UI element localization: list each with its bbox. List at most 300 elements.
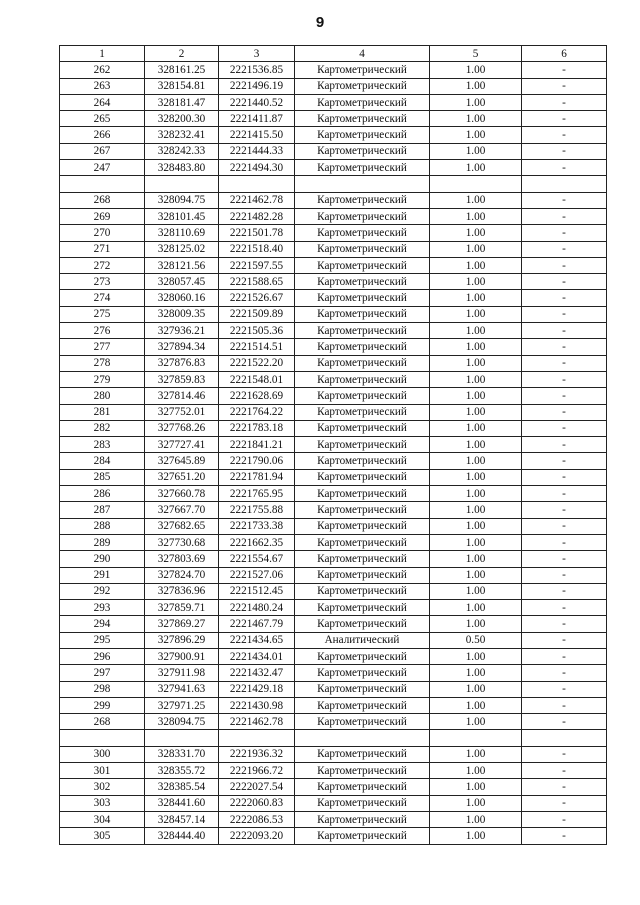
column-header: 4 [295, 46, 430, 62]
x-coordinate-cell: 327941.63 [145, 681, 219, 697]
x-coordinate-cell: 327971.25 [145, 697, 219, 713]
method-cell: Картометрический [295, 665, 430, 681]
description-cell: - [522, 616, 607, 632]
description-cell: - [522, 453, 607, 469]
point-number-cell: 299 [60, 697, 145, 713]
y-coordinate-cell: 2221527.06 [219, 567, 295, 583]
x-coordinate-cell: 328060.16 [145, 290, 219, 306]
method-cell: Картометрический [295, 241, 430, 257]
description-cell: - [522, 811, 607, 827]
method-cell: Картометрический [295, 355, 430, 371]
method-cell: Картометрический [295, 437, 430, 453]
table-row [60, 697, 607, 713]
accuracy-cell: 1.00 [430, 339, 522, 355]
x-coordinate-cell: 328483.80 [145, 160, 219, 176]
x-coordinate-cell [145, 176, 219, 192]
method-cell: Картометрический [295, 208, 430, 224]
accuracy-cell: 1.00 [430, 779, 522, 795]
x-coordinate-cell: 328385.54 [145, 779, 219, 795]
column-header: 5 [430, 46, 522, 62]
table-row [60, 746, 607, 762]
table-row [60, 78, 607, 94]
column-header: 3 [219, 46, 295, 62]
x-coordinate-cell: 328057.45 [145, 274, 219, 290]
x-coordinate-cell: 327667.70 [145, 502, 219, 518]
point-number-cell: 285 [60, 469, 145, 485]
table-row [60, 323, 607, 339]
accuracy-cell: 1.00 [430, 502, 522, 518]
description-cell: - [522, 486, 607, 502]
method-cell: Картометрический [295, 518, 430, 534]
y-coordinate-cell: 2221509.89 [219, 306, 295, 322]
accuracy-cell: 1.00 [430, 714, 522, 730]
method-cell: Картометрический [295, 274, 430, 290]
table-row [60, 274, 607, 290]
description-cell: - [522, 290, 607, 306]
point-number-cell: 295 [60, 632, 145, 648]
accuracy-cell: 1.00 [430, 94, 522, 110]
point-number-cell: 268 [60, 714, 145, 730]
y-coordinate-cell: 2221462.78 [219, 714, 295, 730]
y-coordinate-cell [219, 176, 295, 192]
column-header: 6 [522, 46, 607, 62]
description-cell: - [522, 127, 607, 143]
description-cell: - [522, 323, 607, 339]
accuracy-cell: 1.00 [430, 274, 522, 290]
point-number-cell: 288 [60, 518, 145, 534]
description-cell: - [522, 469, 607, 485]
description-cell: - [522, 551, 607, 567]
method-cell: Картометрический [295, 388, 430, 404]
description-cell: - [522, 502, 607, 518]
y-coordinate-cell: 2221415.50 [219, 127, 295, 143]
point-number-cell: 269 [60, 208, 145, 224]
x-coordinate-cell: 328331.70 [145, 746, 219, 762]
method-cell: Картометрический [295, 697, 430, 713]
accuracy-cell: 1.00 [430, 681, 522, 697]
table-row [60, 828, 607, 844]
method-cell: Картометрический [295, 127, 430, 143]
x-coordinate-cell: 327730.68 [145, 534, 219, 550]
x-coordinate-cell: 328457.14 [145, 811, 219, 827]
method-cell: Картометрический [295, 111, 430, 127]
y-coordinate-cell: 2222027.54 [219, 779, 295, 795]
method-cell: Картометрический [295, 94, 430, 110]
y-coordinate-cell: 2221588.65 [219, 274, 295, 290]
y-coordinate-cell: 2221536.85 [219, 62, 295, 78]
point-number-cell: 284 [60, 453, 145, 469]
y-coordinate-cell: 2222060.83 [219, 795, 295, 811]
point-number-cell: 247 [60, 160, 145, 176]
table-row [60, 763, 607, 779]
accuracy-cell: 1.00 [430, 616, 522, 632]
description-cell: - [522, 828, 607, 844]
accuracy-cell: 1.00 [430, 828, 522, 844]
x-coordinate-cell: 328094.75 [145, 192, 219, 208]
y-coordinate-cell: 2221482.28 [219, 208, 295, 224]
header-row [60, 46, 607, 62]
method-cell: Картометрический [295, 323, 430, 339]
point-number-cell: 283 [60, 437, 145, 453]
x-coordinate-cell [145, 730, 219, 746]
description-cell: - [522, 371, 607, 387]
method-cell: Картометрический [295, 160, 430, 176]
point-number-cell: 277 [60, 339, 145, 355]
point-number-cell: 264 [60, 94, 145, 110]
x-coordinate-cell: 327894.34 [145, 339, 219, 355]
description-cell: - [522, 648, 607, 664]
x-coordinate-cell: 327869.27 [145, 616, 219, 632]
accuracy-cell: 1.00 [430, 420, 522, 436]
table-row [60, 518, 607, 534]
table-row [60, 665, 607, 681]
method-cell: Картометрический [295, 78, 430, 94]
table-row [60, 192, 607, 208]
x-coordinate-cell: 327727.41 [145, 437, 219, 453]
table-row [60, 371, 607, 387]
method-cell: Картометрический [295, 404, 430, 420]
y-coordinate-cell: 2221628.69 [219, 388, 295, 404]
point-number-cell: 265 [60, 111, 145, 127]
method-cell: Картометрический [295, 469, 430, 485]
description-cell: - [522, 143, 607, 159]
table-row [60, 453, 607, 469]
x-coordinate-cell: 327876.83 [145, 355, 219, 371]
x-coordinate-cell: 327859.83 [145, 371, 219, 387]
accuracy-cell: 1.00 [430, 600, 522, 616]
table-row [60, 714, 607, 730]
table-row [60, 143, 607, 159]
table-row [60, 567, 607, 583]
coordinates-table [59, 45, 607, 845]
point-number-cell: 274 [60, 290, 145, 306]
table-row [60, 127, 607, 143]
point-number-cell: 301 [60, 763, 145, 779]
accuracy-cell: 1.00 [430, 811, 522, 827]
point-number-cell: 267 [60, 143, 145, 159]
point-number-cell: 294 [60, 616, 145, 632]
x-coordinate-cell: 327859.71 [145, 600, 219, 616]
table-row [60, 486, 607, 502]
y-coordinate-cell: 2221548.01 [219, 371, 295, 387]
accuracy-cell: 1.00 [430, 567, 522, 583]
method-cell: Картометрический [295, 290, 430, 306]
point-number-cell: 296 [60, 648, 145, 664]
y-coordinate-cell: 2221936.32 [219, 746, 295, 762]
point-number-cell: 282 [60, 420, 145, 436]
y-coordinate-cell: 2221597.55 [219, 257, 295, 273]
y-coordinate-cell: 2221430.98 [219, 697, 295, 713]
description-cell: - [522, 779, 607, 795]
table-row [60, 208, 607, 224]
accuracy-cell: 1.00 [430, 127, 522, 143]
point-number-cell: 298 [60, 681, 145, 697]
point-number-cell: 262 [60, 62, 145, 78]
y-coordinate-cell: 2221781.94 [219, 469, 295, 485]
table-row [60, 160, 607, 176]
x-coordinate-cell: 327651.20 [145, 469, 219, 485]
y-coordinate-cell: 2221790.06 [219, 453, 295, 469]
table-row [60, 94, 607, 110]
accuracy-cell [430, 730, 522, 746]
method-cell: Картометрический [295, 681, 430, 697]
method-cell: Картометрический [295, 828, 430, 844]
x-coordinate-cell: 328232.41 [145, 127, 219, 143]
x-coordinate-cell: 328101.45 [145, 208, 219, 224]
x-coordinate-cell: 327911.98 [145, 665, 219, 681]
description-cell: - [522, 94, 607, 110]
point-number-cell: 293 [60, 600, 145, 616]
method-cell: Картометрический [295, 192, 430, 208]
description-cell: - [522, 534, 607, 550]
x-coordinate-cell: 327814.46 [145, 388, 219, 404]
method-cell [295, 730, 430, 746]
description-cell: - [522, 420, 607, 436]
point-number-cell [60, 176, 145, 192]
accuracy-cell: 1.00 [430, 306, 522, 322]
y-coordinate-cell: 2221411.87 [219, 111, 295, 127]
point-number-cell: 304 [60, 811, 145, 827]
description-cell: - [522, 241, 607, 257]
y-coordinate-cell: 2221554.67 [219, 551, 295, 567]
point-number-cell: 297 [60, 665, 145, 681]
table-row [60, 600, 607, 616]
method-cell: Картометрический [295, 143, 430, 159]
x-coordinate-cell: 327752.01 [145, 404, 219, 420]
description-cell: - [522, 355, 607, 371]
x-coordinate-cell: 327896.29 [145, 632, 219, 648]
table-row [60, 616, 607, 632]
point-number-cell: 275 [60, 306, 145, 322]
description-cell: - [522, 632, 607, 648]
method-cell: Картометрический [295, 502, 430, 518]
table-row [60, 551, 607, 567]
y-coordinate-cell: 2221432.47 [219, 665, 295, 681]
description-cell: - [522, 225, 607, 241]
point-number-cell: 279 [60, 371, 145, 387]
method-cell: Картометрический [295, 714, 430, 730]
y-coordinate-cell: 2221505.36 [219, 323, 295, 339]
description-cell: - [522, 665, 607, 681]
table-row [60, 502, 607, 518]
method-cell [295, 176, 430, 192]
method-cell: Картометрический [295, 486, 430, 502]
point-number-cell: 302 [60, 779, 145, 795]
x-coordinate-cell: 328161.25 [145, 62, 219, 78]
table-row [60, 306, 607, 322]
x-coordinate-cell: 327936.21 [145, 323, 219, 339]
description-cell: - [522, 437, 607, 453]
method-cell: Картометрический [295, 306, 430, 322]
y-coordinate-cell: 2221429.18 [219, 681, 295, 697]
description-cell: - [522, 388, 607, 404]
y-coordinate-cell: 2221765.95 [219, 486, 295, 502]
x-coordinate-cell: 328355.72 [145, 763, 219, 779]
accuracy-cell: 1.00 [430, 583, 522, 599]
point-number-cell: 303 [60, 795, 145, 811]
table-row [60, 437, 607, 453]
y-coordinate-cell: 2221434.01 [219, 648, 295, 664]
description-cell: - [522, 111, 607, 127]
table-row [60, 404, 607, 420]
description-cell: - [522, 681, 607, 697]
y-coordinate-cell: 2221480.24 [219, 600, 295, 616]
description-cell: - [522, 208, 607, 224]
x-coordinate-cell: 328200.30 [145, 111, 219, 127]
table-row [60, 795, 607, 811]
y-coordinate-cell: 2221462.78 [219, 192, 295, 208]
y-coordinate-cell: 2221518.40 [219, 241, 295, 257]
accuracy-cell: 1.00 [430, 518, 522, 534]
x-coordinate-cell: 327682.65 [145, 518, 219, 534]
accuracy-cell: 1.00 [430, 371, 522, 387]
description-cell: - [522, 404, 607, 420]
y-coordinate-cell: 2222093.20 [219, 828, 295, 844]
x-coordinate-cell: 328441.60 [145, 795, 219, 811]
accuracy-cell: 1.00 [430, 746, 522, 762]
table-row [60, 355, 607, 371]
accuracy-cell: 1.00 [430, 62, 522, 78]
page-number: 9 [315, 14, 325, 31]
x-coordinate-cell: 327645.89 [145, 453, 219, 469]
y-coordinate-cell: 2221514.51 [219, 339, 295, 355]
accuracy-cell: 1.00 [430, 355, 522, 371]
table-row [60, 290, 607, 306]
y-coordinate-cell: 2221434.65 [219, 632, 295, 648]
point-number-cell: 273 [60, 274, 145, 290]
description-cell: - [522, 192, 607, 208]
y-coordinate-cell: 2221783.18 [219, 420, 295, 436]
point-number-cell: 291 [60, 567, 145, 583]
description-cell: - [522, 714, 607, 730]
y-coordinate-cell: 2221496.19 [219, 78, 295, 94]
description-cell: - [522, 62, 607, 78]
point-number-cell: 305 [60, 828, 145, 844]
point-number-cell: 270 [60, 225, 145, 241]
table-row [60, 241, 607, 257]
accuracy-cell [430, 176, 522, 192]
x-coordinate-cell: 328242.33 [145, 143, 219, 159]
x-coordinate-cell: 327824.70 [145, 567, 219, 583]
method-cell: Картометрический [295, 600, 430, 616]
table-row [60, 469, 607, 485]
x-coordinate-cell: 327768.26 [145, 420, 219, 436]
accuracy-cell: 1.00 [430, 388, 522, 404]
y-coordinate-cell: 2221522.20 [219, 355, 295, 371]
accuracy-cell: 1.00 [430, 225, 522, 241]
table-row [60, 648, 607, 664]
y-coordinate-cell: 2221440.52 [219, 94, 295, 110]
point-number-cell: 292 [60, 583, 145, 599]
method-cell: Картометрический [295, 371, 430, 387]
method-cell: Картометрический [295, 453, 430, 469]
point-number-cell: 266 [60, 127, 145, 143]
accuracy-cell: 1.00 [430, 143, 522, 159]
accuracy-cell: 1.00 [430, 323, 522, 339]
accuracy-cell: 1.00 [430, 241, 522, 257]
table-row [60, 388, 607, 404]
method-cell: Картометрический [295, 746, 430, 762]
accuracy-cell: 1.00 [430, 111, 522, 127]
description-cell: - [522, 697, 607, 713]
point-number-cell: 286 [60, 486, 145, 502]
table-row [60, 583, 607, 599]
accuracy-cell: 1.00 [430, 160, 522, 176]
point-number-cell: 290 [60, 551, 145, 567]
method-cell: Картометрический [295, 616, 430, 632]
x-coordinate-cell: 328181.47 [145, 94, 219, 110]
table-row [60, 111, 607, 127]
method-cell: Картометрический [295, 795, 430, 811]
column-header: 2 [145, 46, 219, 62]
table-row [60, 62, 607, 78]
method-cell: Картометрический [295, 257, 430, 273]
table-row [60, 779, 607, 795]
accuracy-cell: 1.00 [430, 648, 522, 664]
table-row [60, 257, 607, 273]
x-coordinate-cell: 328121.56 [145, 257, 219, 273]
accuracy-cell: 1.00 [430, 551, 522, 567]
method-cell: Картометрический [295, 62, 430, 78]
accuracy-cell: 1.00 [430, 78, 522, 94]
column-header: 1 [60, 46, 145, 62]
description-cell: - [522, 600, 607, 616]
y-coordinate-cell: 2221444.33 [219, 143, 295, 159]
accuracy-cell: 1.00 [430, 257, 522, 273]
description-cell: - [522, 78, 607, 94]
description-cell: - [522, 306, 607, 322]
description-cell: - [522, 518, 607, 534]
table-row [60, 632, 607, 648]
accuracy-cell: 1.00 [430, 795, 522, 811]
method-cell: Аналитический [295, 632, 430, 648]
description-cell: - [522, 763, 607, 779]
method-cell: Картометрический [295, 534, 430, 550]
accuracy-cell: 1.00 [430, 763, 522, 779]
y-coordinate-cell: 2221841.21 [219, 437, 295, 453]
method-cell: Картометрический [295, 763, 430, 779]
table-row [60, 225, 607, 241]
point-number-cell: 278 [60, 355, 145, 371]
method-cell: Картометрический [295, 583, 430, 599]
description-cell [522, 176, 607, 192]
accuracy-cell: 1.00 [430, 486, 522, 502]
point-number-cell: 263 [60, 78, 145, 94]
x-coordinate-cell: 327900.91 [145, 648, 219, 664]
accuracy-cell: 0.50 [430, 632, 522, 648]
point-number-cell: 281 [60, 404, 145, 420]
table-row [60, 420, 607, 436]
accuracy-cell: 1.00 [430, 290, 522, 306]
table-row [60, 811, 607, 827]
description-cell: - [522, 746, 607, 762]
separator-row [60, 730, 607, 746]
y-coordinate-cell: 2221764.22 [219, 404, 295, 420]
point-number-cell: 289 [60, 534, 145, 550]
separator-row [60, 176, 607, 192]
accuracy-cell: 1.00 [430, 192, 522, 208]
method-cell: Картометрический [295, 225, 430, 241]
point-number-cell: 280 [60, 388, 145, 404]
method-cell: Картометрический [295, 811, 430, 827]
y-coordinate-cell: 2221662.35 [219, 534, 295, 550]
point-number-cell: 300 [60, 746, 145, 762]
description-cell [522, 730, 607, 746]
accuracy-cell: 1.00 [430, 208, 522, 224]
x-coordinate-cell: 328125.02 [145, 241, 219, 257]
description-cell: - [522, 583, 607, 599]
point-number-cell: 276 [60, 323, 145, 339]
